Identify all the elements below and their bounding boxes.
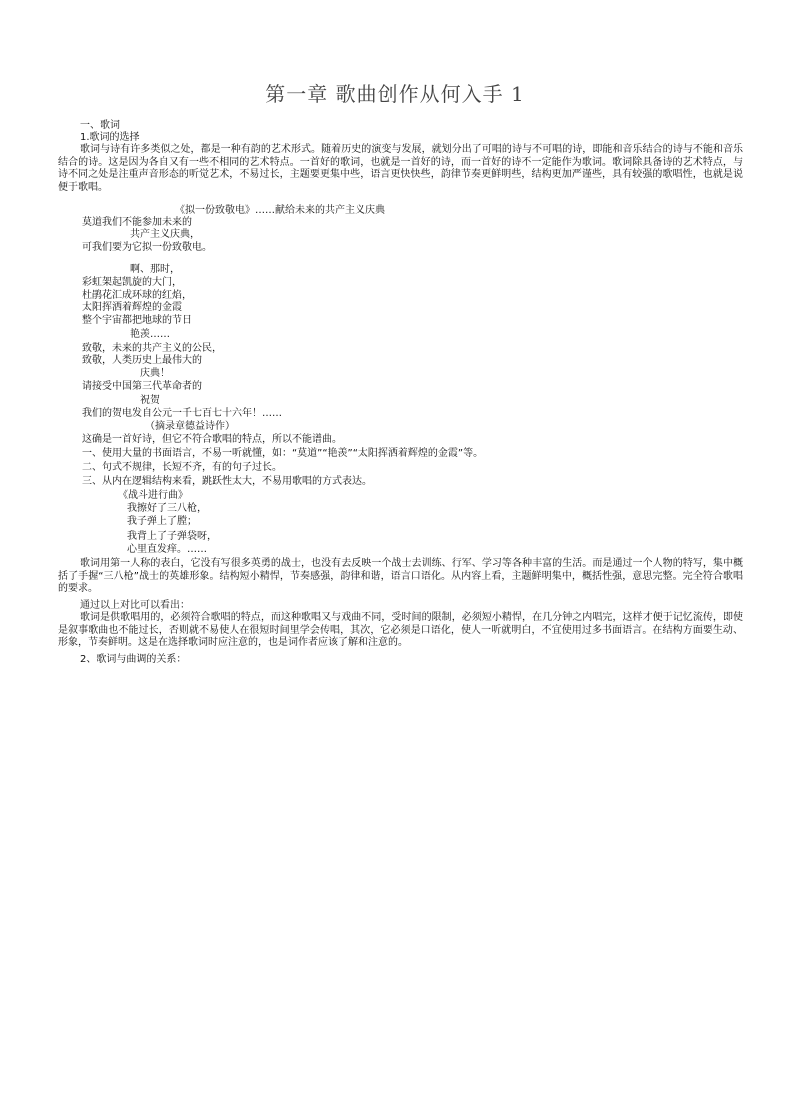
poem1-line: 庆典！	[140, 368, 170, 379]
poem1-line: 我们的贺电发自公元一千七百七十六年！……	[82, 408, 282, 419]
poem1-line: 致敬，人类历史上最伟大的	[82, 355, 202, 366]
point-line: 三、从内在逻辑结构来看，跳跃性太大，不易用歌唱的方式表达。	[82, 476, 372, 487]
poem1-line: 彩虹架起凯旋的大门，	[82, 277, 182, 288]
poem1-line: 致敬，未来的共产主义的公民，	[82, 343, 222, 354]
point-line: 一、使用大量的书面语言，不易一听就懂，如：“莫道”“艳羡”“太阳挥洒着辉煌的金霞”等。	[82, 448, 484, 459]
poem1-line: 太阳挥洒着辉煌的金霞	[82, 302, 182, 313]
poem1-line: 可我们要为它拟一份致敬电。	[82, 242, 212, 253]
note-line: 通过以上对比可以看出：	[80, 600, 190, 611]
poem1-title: 《拟一份致敬电》……献给未来的共产主义庆典	[175, 205, 385, 216]
poem2-line: 我子弹上了膛；	[127, 516, 197, 527]
point-line: 二、句式不规律，长短不齐，有的句子过长。	[82, 462, 282, 473]
poem1-source: （摘录章德益诗作）	[145, 421, 235, 432]
chapter-title: 第一章 歌曲创作从何入手 1	[265, 82, 525, 106]
analysis-paragraph: 歌词用第一人称的表白，它没有写很多英勇的战士，也没有去反映一个战士去训练、行军、学习等各种丰富的生活。而是通过一个人物的特写，集中概括了手握“三八枪”战士的英雄形象。结构短小精悍，节奏感强，韵律和谐，语言口语化。从内容上看，主题鲜明集中，概括性强，意思完整。完全符合歌唱的要求。	[58, 558, 743, 594]
poem1-line: 莫道我们不能参加未来的	[82, 217, 192, 228]
section-heading: 一、歌词	[80, 120, 120, 131]
poem2-line: 我擦好了三八枪，	[127, 503, 207, 514]
poem1-line: 艳羡……	[130, 329, 170, 340]
poem2-line: 我背上了子弹袋呀，	[127, 531, 217, 542]
subsection-heading: 1.歌词的选择	[80, 132, 140, 143]
poem2-title: 《战斗进行曲》	[118, 490, 188, 501]
section-heading: 2、歌词与曲调的关系：	[80, 654, 187, 665]
poem1-line: 啊、那时，	[130, 264, 180, 275]
poem1-line: 整个宇宙都把地球的节日	[82, 315, 192, 326]
intro-paragraph: 歌词与诗有许多类似之处，都是一种有韵的艺术形式。随着历史的演变与发展，就划分出了可唱的诗与不可唱的诗，即能和音乐结合的诗与不能和音乐结合的诗。这是因为各自又有一些不相同的艺术特点。一首好的歌词，也就是一首好的诗，而一首好的诗不一定能作为歌词。歌词除具备诗的艺术特点，与诗不同之处是注重声音形态的听觉艺术，不易过长，主题要更集中些，语言更快快些，韵律节奏更鲜明些，结构更加严谨些，具有较强的歌唱性，也就是说便于歌唱。	[58, 144, 743, 193]
conclusion-paragraph: 歌词是供歌唱用的，必须符合歌唱的特点，而这种歌唱又与戏曲不同，受时间的限制，必须短小精悍，在几分钟之内唱完，这样才便于记忆流传，即使是叙事歌曲也不能过长，否则就不易使人在很短时间里学会传唱，其次，它必须是口语化，使人一听就明白，不宜使用过多书面语言。在结构方面要生动、形象，节奏鲜明。这是在选择歌词时应注意的，也是词作者应该了解和注意的。	[58, 612, 743, 648]
note-line: 这确是一首好诗，但它不符合歌唱的特点，所以不能谱曲。	[82, 434, 342, 445]
poem1-line: 祝贺	[140, 395, 160, 406]
poem2-line: 心里直发痒。……	[127, 544, 207, 555]
poem1-line: 请接受中国第三代革命者的	[82, 381, 202, 392]
poem1-line: 共产主义庆典，	[130, 229, 200, 240]
poem1-line: 杜鹃花汇成环球的红焰，	[82, 290, 192, 301]
